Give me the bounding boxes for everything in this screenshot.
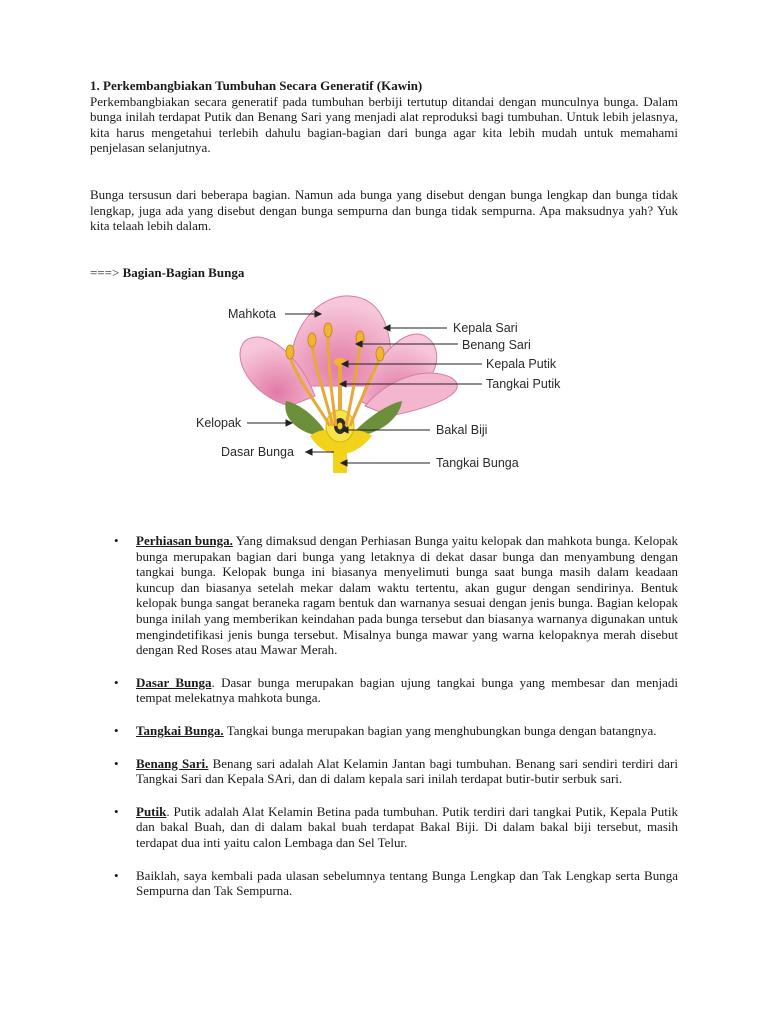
subheading [90, 265, 678, 281]
label-kelopak: Kelopak [196, 416, 242, 430]
section-heading: 1. Perkembangbiakan Tumbuhan Secara Generatif (Kawin) [90, 78, 423, 93]
list-item [112, 868, 678, 899]
label-kepala-sari: Kepala Sari [453, 321, 518, 335]
document-page [90, 78, 678, 281]
label-bakal-biji: Bakal Biji [436, 423, 488, 437]
bullet-dot-icon: • [114, 722, 119, 738]
term-benang-sari: Benang Sari. [136, 755, 209, 771]
desc-tangkai-bunga: Tangkai bunga merupakan bagian yang menghubungkan bunga dengan batangnya. [223, 722, 657, 738]
list-item [112, 533, 678, 658]
desc-putik: . Putik adalah Alat Kelamin Betina pada tumbuhan. Putik terdiri dari tangkai Putik, Kepala Putik dan bakal Buah, dan di dalam bakal buah terdapat Bakal Biji. Di dalam bakal biji tersebut, masih terdapat dua inti yaitu calon Lembaga dan Sel Telur. [136, 803, 678, 850]
desc-dasar-bunga: . Dasar bunga merupakan bagian ujung tangkai bunga yang membesar dan menjadi tempat melekatnya mahkota bunga. [136, 674, 678, 706]
flower-diagram [190, 286, 590, 486]
label-dasar-bunga: Dasar Bunga [221, 445, 294, 459]
subheading-arrow: ===> [90, 264, 120, 280]
label-tangkai-putik: Tangkai Putik [486, 377, 561, 391]
bullet-dot-icon: • [114, 533, 119, 548]
bullet-list [112, 533, 678, 899]
term-dasar-bunga: Dasar Bunga [136, 674, 212, 690]
label-benang-sari: Benang Sari [462, 338, 531, 352]
list-item [112, 804, 678, 851]
label-tangkai-bunga: Tangkai Bunga [436, 456, 519, 470]
bullet-dot-icon: • [114, 803, 119, 819]
desc-closing: Baiklah, saya kembali pada ulasan sebelumnya tentang Bunga Lengkap dan Tak Lengkap serta Bunga Sempurna dan Tak Sempurna. [136, 867, 678, 899]
term-putik: Putik [136, 803, 167, 819]
structure-paragraph: Bunga tersusun dari beberapa bagian. Namun ada bunga yang disebut dengan bunga lengkap dan bunga tidak lengkap, juga ada yang disebut dengan bunga sempurna dan bunga tidak sempurna. Apa maksudnya yah? Yuk kita telaah lebih dalam. [90, 186, 678, 234]
list-item [112, 675, 678, 706]
bullet-dot-icon: • [114, 674, 119, 690]
subheading-text: Bagian-Bagian Bunga [122, 264, 245, 280]
bullet-dot-icon: • [114, 867, 119, 883]
desc-benang-sari: Benang sari adalah Alat Kelamin Jantan bagi tumbuhan. Benang sari sendiri terdiri dari Tangkai Sari dan Kepala SAri, dan di dalam kepala sari inilah terdapat butir-butir serbuk sari. [136, 755, 678, 787]
label-kepala-putik: Kepala Putik [486, 357, 557, 371]
list-item [112, 723, 678, 739]
list-item [112, 756, 678, 787]
term-perhiasan-bunga: Perhiasan bunga. [136, 533, 233, 548]
bullet-dot-icon: • [114, 755, 119, 771]
desc-perhiasan-bunga: Yang dimaksud dengan Perhiasan Bunga yaitu kelopak dan mahkota bunga. Kelopak bunga merupakan bagian dari bunga yang letaknya di dekat dasar bunga dan menyambung dengan tangkai bunga. Kelopak bunga ini biasanya menyelimuti bunga saat bunga masih dalam keadaan kuncup dan biasanya setelah mekar dalam waktu tertentu, akan gugur dengan sendirinya. Bentuk kelopak bunga sangat beraneka ragam bentuk dan warnanya sesuai dengan jenis bunga. Bagian kelopak bunga inilah yang memberikan keindahan pada bunga tersebut dan biasanya warnanya digunakan untuk mengindetifikasi jenis bunga tersebut. Misalnya bunga mawar yang warna kelopaknya merah disebut dengan Red Roses atau Mawar Merah. [136, 533, 678, 658]
term-tangkai-bunga: Tangkai Bunga. [136, 722, 224, 738]
intro-paragraph: Perkembangbiakan secara generatif pada tumbuhan berbiji tertutup ditandai dengan munculnya bunga. Dalam bunga inilah terdapat Putik dan Benang Sari yang menjadi alat reproduksi bagi tumbuhan. Untuk lebih jelasnya, kita harus mengetahui terlebih dahulu bagian-bagian dari bunga agar kita lebih mudah untuk memahami penjelasan selanjutnya. [90, 93, 678, 156]
label-mahkota: Mahkota [228, 307, 276, 321]
